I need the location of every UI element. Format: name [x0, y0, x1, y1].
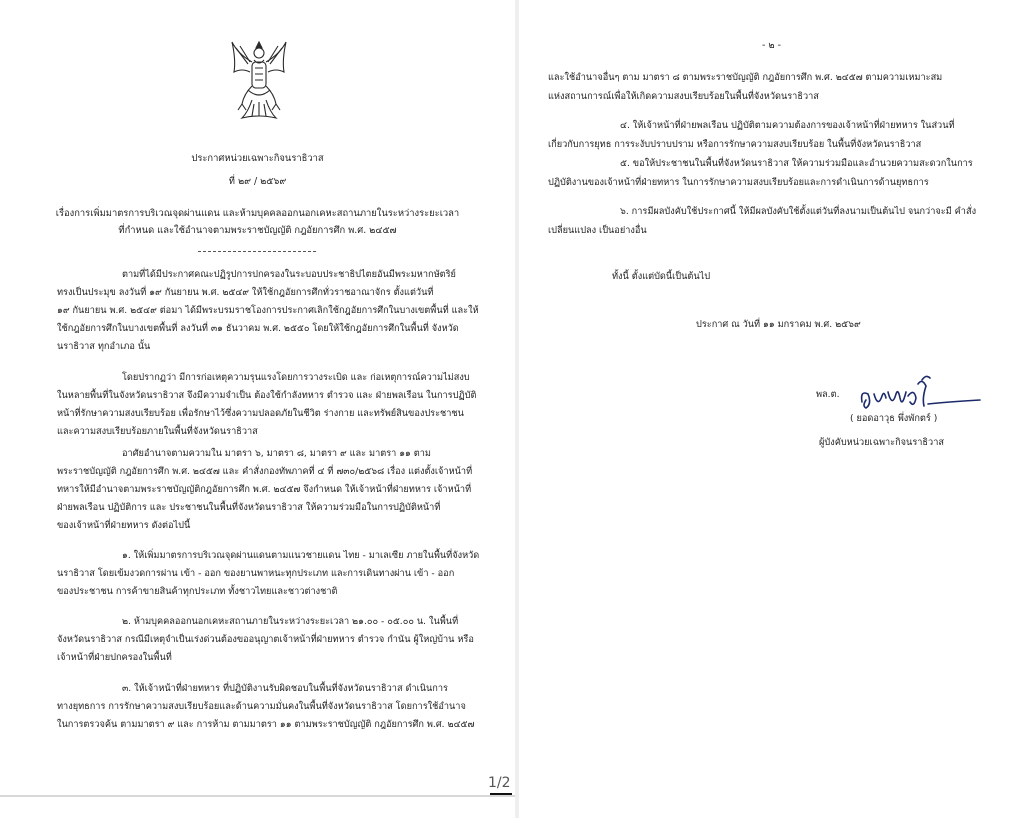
subject-line-2: ที่กำหนด และใช้อำนาจตามพระราชบัญญัติ กฎอัยการศึก พ.ศ. ๒๔๕๗: [118, 225, 397, 236]
list-item-line: ของประชาชน การค้าขายสินค้าทุกประเภท ทั้งชาวไทยและชาวต่างชาติ: [57, 586, 338, 597]
announcement-number: ที่ ๒๙ / ๒๕๖๙: [228, 176, 287, 187]
list-item-line: เจ้าหน้าที่ฝ่ายปกครองในพื้นที่: [57, 652, 172, 663]
list-item-line: ๕. ขอให้ประชาชนในพื้นที่จังหวัดนราธิวาส ให้ความร่วมมือและอำนวยความสะดวกในการ: [620, 158, 973, 169]
list-item-line: ปฏิบัติงานของเจ้าหน้าที่ฝ่ายทหาร ในการรักษาความสงบเรียบร้อยและการดำเนินการด้านยุทธการ: [548, 177, 929, 188]
handwritten-signature: [856, 368, 986, 424]
paragraph-line: แห่งสถานการณ์เพื่อให้เกิดความสงบเรียบร้อยในพื้นที่จังหวัดนราธิวาส: [548, 91, 819, 102]
list-item-line: ๓. ให้เจ้าหน้าที่ฝ่ายทหาร ที่ปฏิบัติงานรับผิดชอบในพื้นที่จังหวัดนราธิวาส ดำเนินการ: [122, 683, 448, 694]
list-item-line: นราธิวาส โดยเข้มงวดการผ่าน เข้า - ออก ของยานพาหนะทุกประเภท และการเดินทางผ่าน เข้า - ออก: [57, 568, 455, 579]
viewer-bottom-rule: [0, 795, 515, 797]
page-indicator[interactable]: 1/2: [488, 775, 511, 791]
paragraph-line: ๑๙ กันยายน พ.ศ. ๒๕๔๙ ต่อมา ได้มีพระบรมราชโองการประกาศเลิกใช้กฎอัยการศึกในบางเขตพื้นที่ และให้: [57, 305, 479, 316]
paragraph-line: นราธิวาส ทุกอำเภอ นั้น: [57, 341, 151, 352]
paragraph-line: ใช้กฎอัยการศึกในบางเขตพื้นที่ ลงวันที่ ๓๑ ธันวาคม พ.ศ. ๒๕๕๐ โดยให้ใช้กฎอัยการศึกในพื้นที่ จังหวัด: [57, 323, 459, 334]
paragraph-line: พระราชบัญญัติ กฎอัยการศึก พ.ศ. ๒๔๕๗ และ คำสั่งกองทัพภาคที่ ๔ ที่ ๗๓๐/๒๕๖๘ เรื่อง แต่งตั้งเจ้าหน้าที่: [57, 466, 473, 477]
announcement-date: ประกาศ ณ วันที่ ๑๑ มกราคม พ.ศ. ๒๕๖๙: [696, 319, 861, 330]
paragraph-line: ฝ่ายพลเรือน ปฏิบัติการ และ ประชาชนในพื้นที่จังหวัดนราธิวาส ให้ความร่วมมือในการปฏิบัติหน้าที่: [57, 502, 441, 513]
paragraph-line: อาศัยอำนาจตามความใน มาตรา ๖, มาตรา ๘, มาตรา ๙ และ มาตรา ๑๑ ตาม: [122, 448, 431, 459]
list-item-line: ๔. ให้เจ้าหน้าที่ฝ่ายพลเรือน ปฏิบัติตามความต้องการของเจ้าหน้าที่ฝ่ายทหาร ในส่วนที่: [620, 120, 955, 131]
signer-rank: พล.ต.: [816, 389, 840, 400]
issuing-unit-heading: ประกาศหน่วยเฉพาะกิจนราธิวาส: [191, 153, 324, 164]
garuda-emblem-icon: [228, 38, 290, 122]
signer-title: ผู้บังคับหน่วยเฉพาะกิจนราธิวาส: [819, 437, 944, 448]
paragraph-line: ตามที่ได้มีประกาศคณะปฏิรูปการปกครองในระบอบประชาธิปไตยอันมีพระมหากษัตริย์: [122, 269, 456, 280]
title-separator: [198, 251, 316, 252]
list-item-line: เปลี่ยนแปลง เป็นอย่างอื่น: [548, 225, 647, 236]
paragraph-line: ทหารให้มีอำนาจตามพระราชบัญญัติกฎอัยการศึก พ.ศ. ๒๔๕๗ จึงกำหนด ให้เจ้าหน้าที่ฝ่ายทหาร เจ้าหน้าที่: [57, 484, 472, 495]
list-item-line: ๒. ห้ามบุคคลออกนอกเคหะสถานภายในระหว่างระยะเวลา ๒๑.๐๐ - ๐๕.๐๐ น. ในพื้นที่: [122, 616, 459, 627]
list-item-line: ๑. ให้เพิ่มมาตรการบริเวณจุดผ่านแดนตามแนวชายแดน ไทย - มาเลเซีย ภายในพื้นที่จังหวัด: [122, 550, 480, 561]
paragraph-line: ในหลายพื้นที่ในจังหวัดนราธิวาส จึงมีความจำเป็น ต้องใช้กำลังทหาร ตำรวจ และ ฝ่ายพลเรือน ในการปฏิบัติ: [57, 390, 477, 401]
list-item-line: ทางยุทธการ การรักษาความสงบเรียบร้อยและด้านความมั่นคงในพื้นที่จังหวัดนราธิวาส โดยการใช้อำนาจ: [57, 701, 466, 712]
paragraph-line: และความสงบเรียบร้อยภายในพื้นที่จังหวัดนราธิวาส: [57, 426, 258, 437]
paragraph-line: หน้าที่รักษาความสงบเรียบร้อย เพื่อรักษาไว้ซึ่งความปลอดภัยในชีวิต ร่างกาย และทรัพย์สินของประชาชน: [57, 408, 464, 419]
list-item-line: เกี่ยวกับการยุทธ การระงับปราบปราม หรือการรักษาความสงบเรียบร้อย ในพื้นที่จังหวัดนราธิวาส: [548, 139, 922, 150]
effective-statement: ทั้งนี้ ตั้งแต่บัดนี้เป็นต้นไป: [612, 271, 711, 282]
paragraph-line: ของเจ้าหน้าที่ฝ่ายทหาร ดังต่อไปนี้: [57, 520, 191, 531]
paragraph-line: ทรงเป็นประมุข ลงวันที่ ๑๙ กันยายน พ.ศ. ๒๕๔๙ ให้ใช้กฎอัยการศึกทั่วราชอาณาจักร ตั้งแต่วันที่: [57, 287, 434, 298]
list-item-line: ในการตรวจค้น ตามมาตรา ๙ และ การห้าม ตามมาตรา ๑๑ ตามพระราชบัญญัติ กฎอัยการศึก พ.ศ. ๒๔๕๗: [57, 719, 475, 730]
page-number: - ๒ -: [762, 40, 781, 51]
list-item-line: ๖. การมีผลบังคับใช้ประกาศนี้ ให้มีผลบังคับใช้ตั้งแต่วันที่ลงนามเป็นต้นไป จนกว่าจะมี คำสั่ง: [620, 206, 977, 217]
list-item-line: จังหวัดนราธิวาส กรณีมีเหตุจำเป็นเร่งด่วนต้องขออนุญาตเจ้าหน้าที่ฝ่ายทหาร ตำรวจ กำนัน ผู้ใหญ่บ้าน หรือ: [57, 634, 474, 645]
paragraph-line: และใช้อำนาจอื่นๆ ตาม มาตรา ๘ ตามพระราชบัญญัติ กฎอัยการศึก พ.ศ. ๒๔๕๗ ตามความเหมาะสม: [548, 72, 943, 83]
signer-name: ( ยอดอาวุธ พึ่งพักตร์ ): [850, 413, 938, 424]
paragraph-line: โดยปรากฏว่า มีการก่อเหตุความรุนแรงโดยการวางระเบิด และ ก่อเหตุการณ์ความไม่สงบ: [122, 372, 470, 383]
subject-line-1: เรื่องการเพิ่มมาตรการบริเวณจุดผ่านแดน และห้ามบุคคลออกนอกเคหะสถานภายในระหว่างระยะเวลา: [55, 208, 460, 219]
